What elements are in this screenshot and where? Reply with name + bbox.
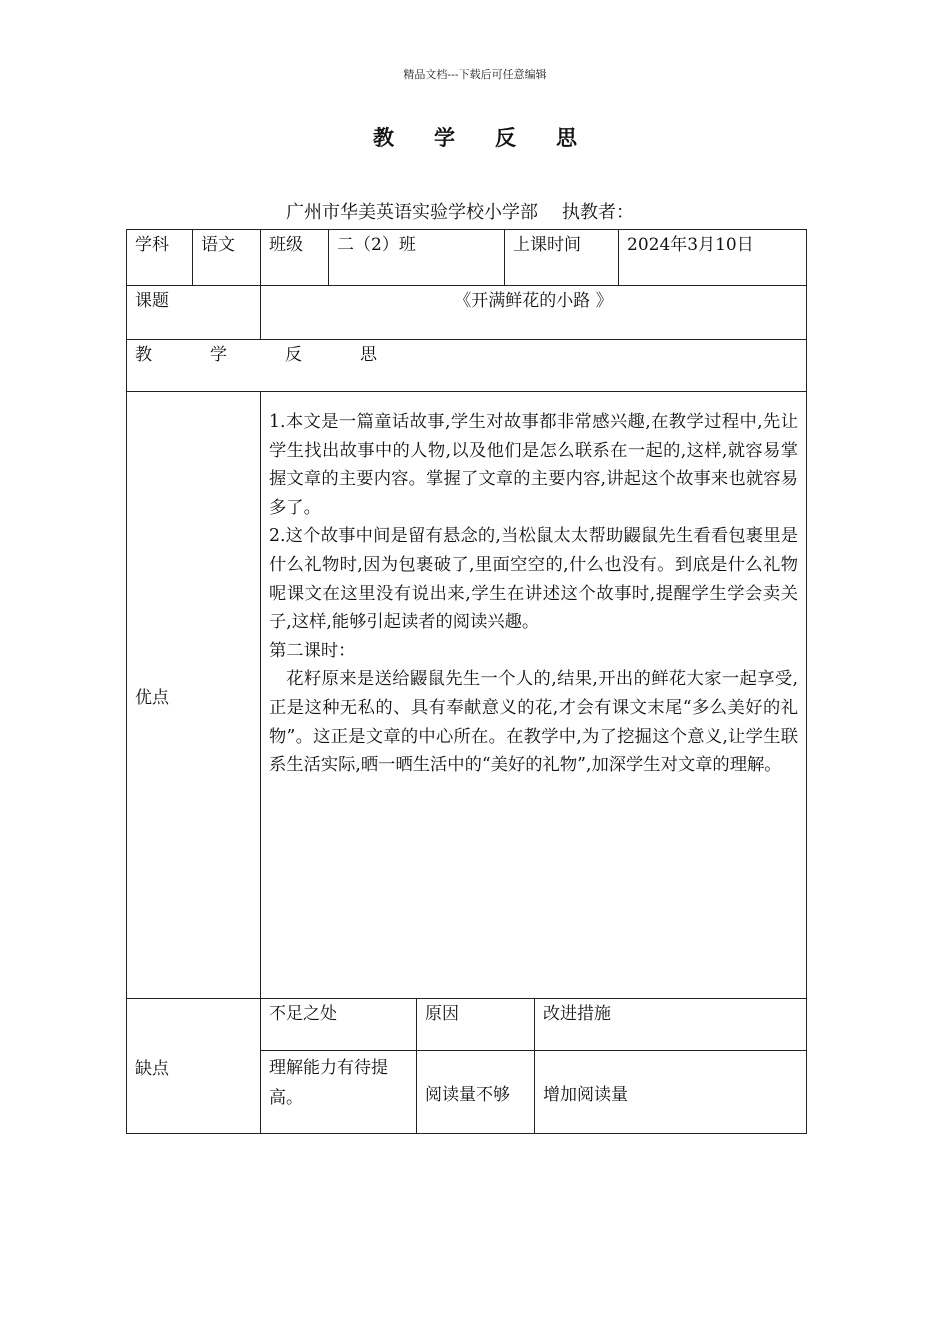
- shortcoming-value: 理解能力有待提高。: [261, 1051, 417, 1134]
- strengths-row: [127, 392, 807, 999]
- class-label: 班级: [261, 230, 329, 286]
- time-value: 2024年3月10日: [619, 230, 807, 286]
- strength-paragraph-3: 花籽原来是送给鼹鼠先生一个人的,结果,开出的鲜花大家一起享受,正是这种无私的、具有奉献意义的花,才会有课文末尾“多么美好的礼物”。这正是文章的中心所在。在教学中,为了挖掘这个意义,让学生联系生活实际,晒一晒生活中的“美好的礼物”,加深学生对文章的理解。: [269, 669, 799, 776]
- time-label: 上课时间: [505, 230, 619, 286]
- topic-row: [127, 286, 807, 340]
- header-note: 精品文档---下载后可任意编辑: [403, 68, 547, 81]
- strengths-label: 优点: [127, 392, 261, 999]
- reason-value: 阅读量不够: [417, 1051, 535, 1134]
- info-row: [127, 230, 807, 286]
- improvement-value: 增加阅读量: [535, 1051, 807, 1134]
- school-name: 广州市华美英语实验学校小学部: [286, 202, 538, 223]
- subject-value: 语文: [193, 230, 261, 286]
- weaknesses-label: 缺点: [127, 999, 261, 1134]
- reflection-char: 思: [360, 345, 377, 365]
- strengths-content: [261, 392, 807, 999]
- subject-label: 学科: [127, 230, 193, 286]
- teacher-label: 执教者：: [562, 202, 634, 223]
- topic-label: 课题: [127, 286, 261, 340]
- reflection-char: 反: [285, 345, 302, 365]
- second-lesson-heading: 第二课时：: [269, 640, 356, 661]
- reflection-heading: [127, 340, 807, 392]
- reflection-char: 学: [210, 345, 227, 365]
- weaknesses-header-row: [127, 999, 807, 1051]
- improvement-header: 改进措施: [535, 999, 807, 1051]
- reflection-char: 教: [135, 345, 152, 365]
- page-title: 教学反思: [373, 125, 617, 150]
- class-value: 二（2）班: [329, 230, 505, 286]
- reason-header: 原因: [417, 999, 535, 1051]
- topic-value: 《开满鲜花的小路 》: [261, 286, 807, 340]
- strength-paragraph-1: 1.本文是一篇童话故事,学生对故事都非常感兴趣,在教学过程中,先让学生找出故事中的人物,以及他们是怎么联系在一起的,这样,就容易掌握文章的主要内容。掌握了文章的主要内容,讲起这个故事来也就容易多了。: [269, 412, 799, 518]
- meta-line: [286, 198, 634, 224]
- reflection-heading-row: [127, 340, 807, 392]
- strength-paragraph-2: 2.这个故事中间是留有悬念的,当松鼠太太帮助鼹鼠先生看看包裹里是什么礼物时,因为包裹破了,里面空空的,什么也没有。到底是什么礼物呢课文在这里没有说出来,学生在讲述这个故事时,提醒学生学会卖关子,这样,能够引起读者的阅读兴趣。: [269, 526, 799, 633]
- shortcoming-header: 不足之处: [261, 999, 417, 1051]
- reflection-table: [126, 229, 807, 1134]
